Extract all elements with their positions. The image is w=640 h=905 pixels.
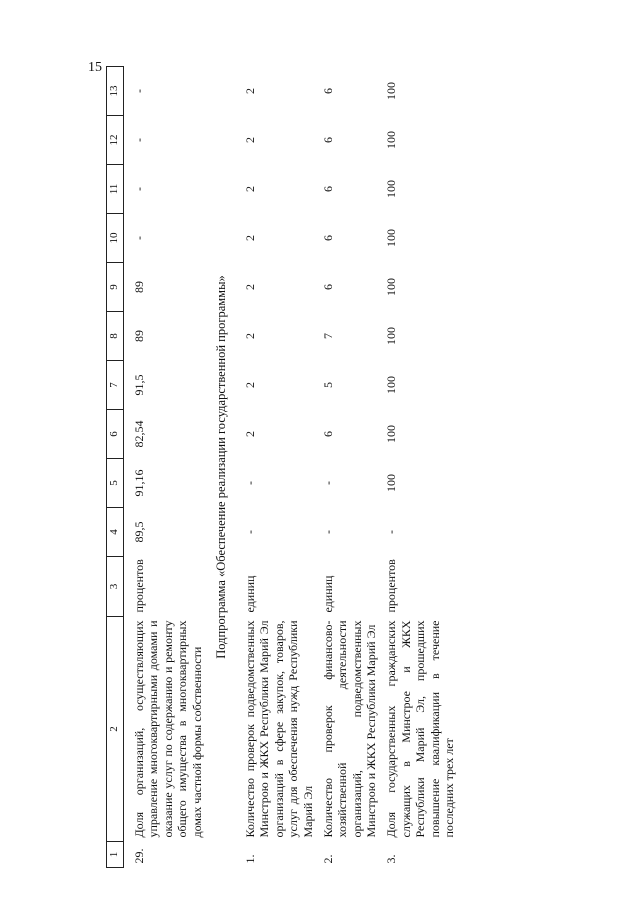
header-cell: 1 [107,842,124,868]
value-cell: 89,5 [132,521,146,543]
value-cell: 100 [384,425,399,443]
value-cell: 100 [384,180,399,198]
table-row [380,67,458,868]
indicator-description: Доля организаций, осуществляющих управление многоквартирными домами и оказание услуг по содержанию и ремонту общего имущества в многоквартирных домах частной формы собственности [132,620,204,838]
unit-cell: процентов [384,559,399,613]
value-cell: 100 [384,474,399,492]
value-cell: - [132,187,146,191]
header-cell: 4 [107,508,124,557]
unit-cell: единиц [242,575,257,613]
value-cell: 100 [384,327,399,345]
indicator-description: Количество проверок подведомственных Минстрою и ЖКХ Республики Марий Эл организаций в сфере закупок, товаров, услуг для обеспечения нужд Республики Марий Эл [242,620,315,838]
header-cell: 12 [107,116,124,165]
header-row [107,67,124,868]
page-number: 15 [88,60,102,75]
header-cell: 3 [107,557,124,617]
row-number: 29. [132,848,146,864]
value-cell: 2 [242,284,257,290]
section-row [206,67,239,868]
header-cell: 5 [107,459,124,508]
value-cell: 89 [132,330,146,342]
row-number: 2. [320,854,335,864]
row-number: 1. [242,854,257,864]
value-cell: 6 [320,235,335,241]
value-cell: 82,54 [132,420,146,448]
value-cell: 91,5 [132,374,146,396]
indicators-table [106,66,458,868]
value-cell: - [320,530,335,534]
value-cell: 2 [242,431,257,437]
value-cell: 6 [320,431,335,437]
table-row [239,67,317,868]
header-cell: 13 [107,67,124,116]
value-cell: 2 [242,235,257,241]
value-cell: 100 [384,131,399,149]
header-cell: 7 [107,361,124,410]
value-cell: 100 [384,229,399,247]
table-row [124,67,206,868]
row-number: 3. [384,854,399,864]
value-cell: 89 [132,281,146,293]
value-cell: - [132,89,146,93]
value-cell: 2 [242,333,257,339]
header-cell: 2 [107,617,124,842]
header-cell: 6 [107,410,124,459]
value-cell: 2 [242,186,257,192]
value-cell: 2 [242,88,257,94]
indicator-description: Доля государственных гражданских служащих в Минстрое и ЖКХ Республики Марий Эл, прошедших повышение квалификации в течение последних трех лет [384,620,457,838]
value-cell: 6 [320,137,335,143]
value-cell: 5 [320,382,335,388]
value-cell: 2 [242,137,257,143]
value-cell: 6 [320,88,335,94]
indicator-description: Количество проверок финансово-хозяйственной деятельности организаций, подведомственных Минстрою и ЖКХ Республики Марий Эл [320,620,379,838]
header-cell: 11 [107,165,124,214]
value-cell: - [320,481,335,485]
value-cell: - [242,530,257,534]
header-cell: 8 [107,312,124,361]
value-cell: - [384,530,399,534]
rotated-table-container [106,68,524,868]
value-cell: 100 [384,376,399,394]
header-cell: 10 [107,214,124,263]
value-cell: 2 [242,382,257,388]
header-cell: 9 [107,263,124,312]
section-title: Подпрограмма «Обеспечение реализации государственной программы» [213,275,228,659]
value-cell: - [242,481,257,485]
value-cell: 6 [320,284,335,290]
value-cell: 6 [320,186,335,192]
value-cell: 100 [384,82,399,100]
table-row [317,67,381,868]
unit-cell: процентов [132,559,146,613]
unit-cell: единиц [320,575,335,613]
value-cell: 91,16 [132,469,146,497]
value-cell: 7 [320,333,335,339]
value-cell: - [132,236,146,240]
value-cell: - [132,138,146,142]
value-cell: 100 [384,278,399,296]
